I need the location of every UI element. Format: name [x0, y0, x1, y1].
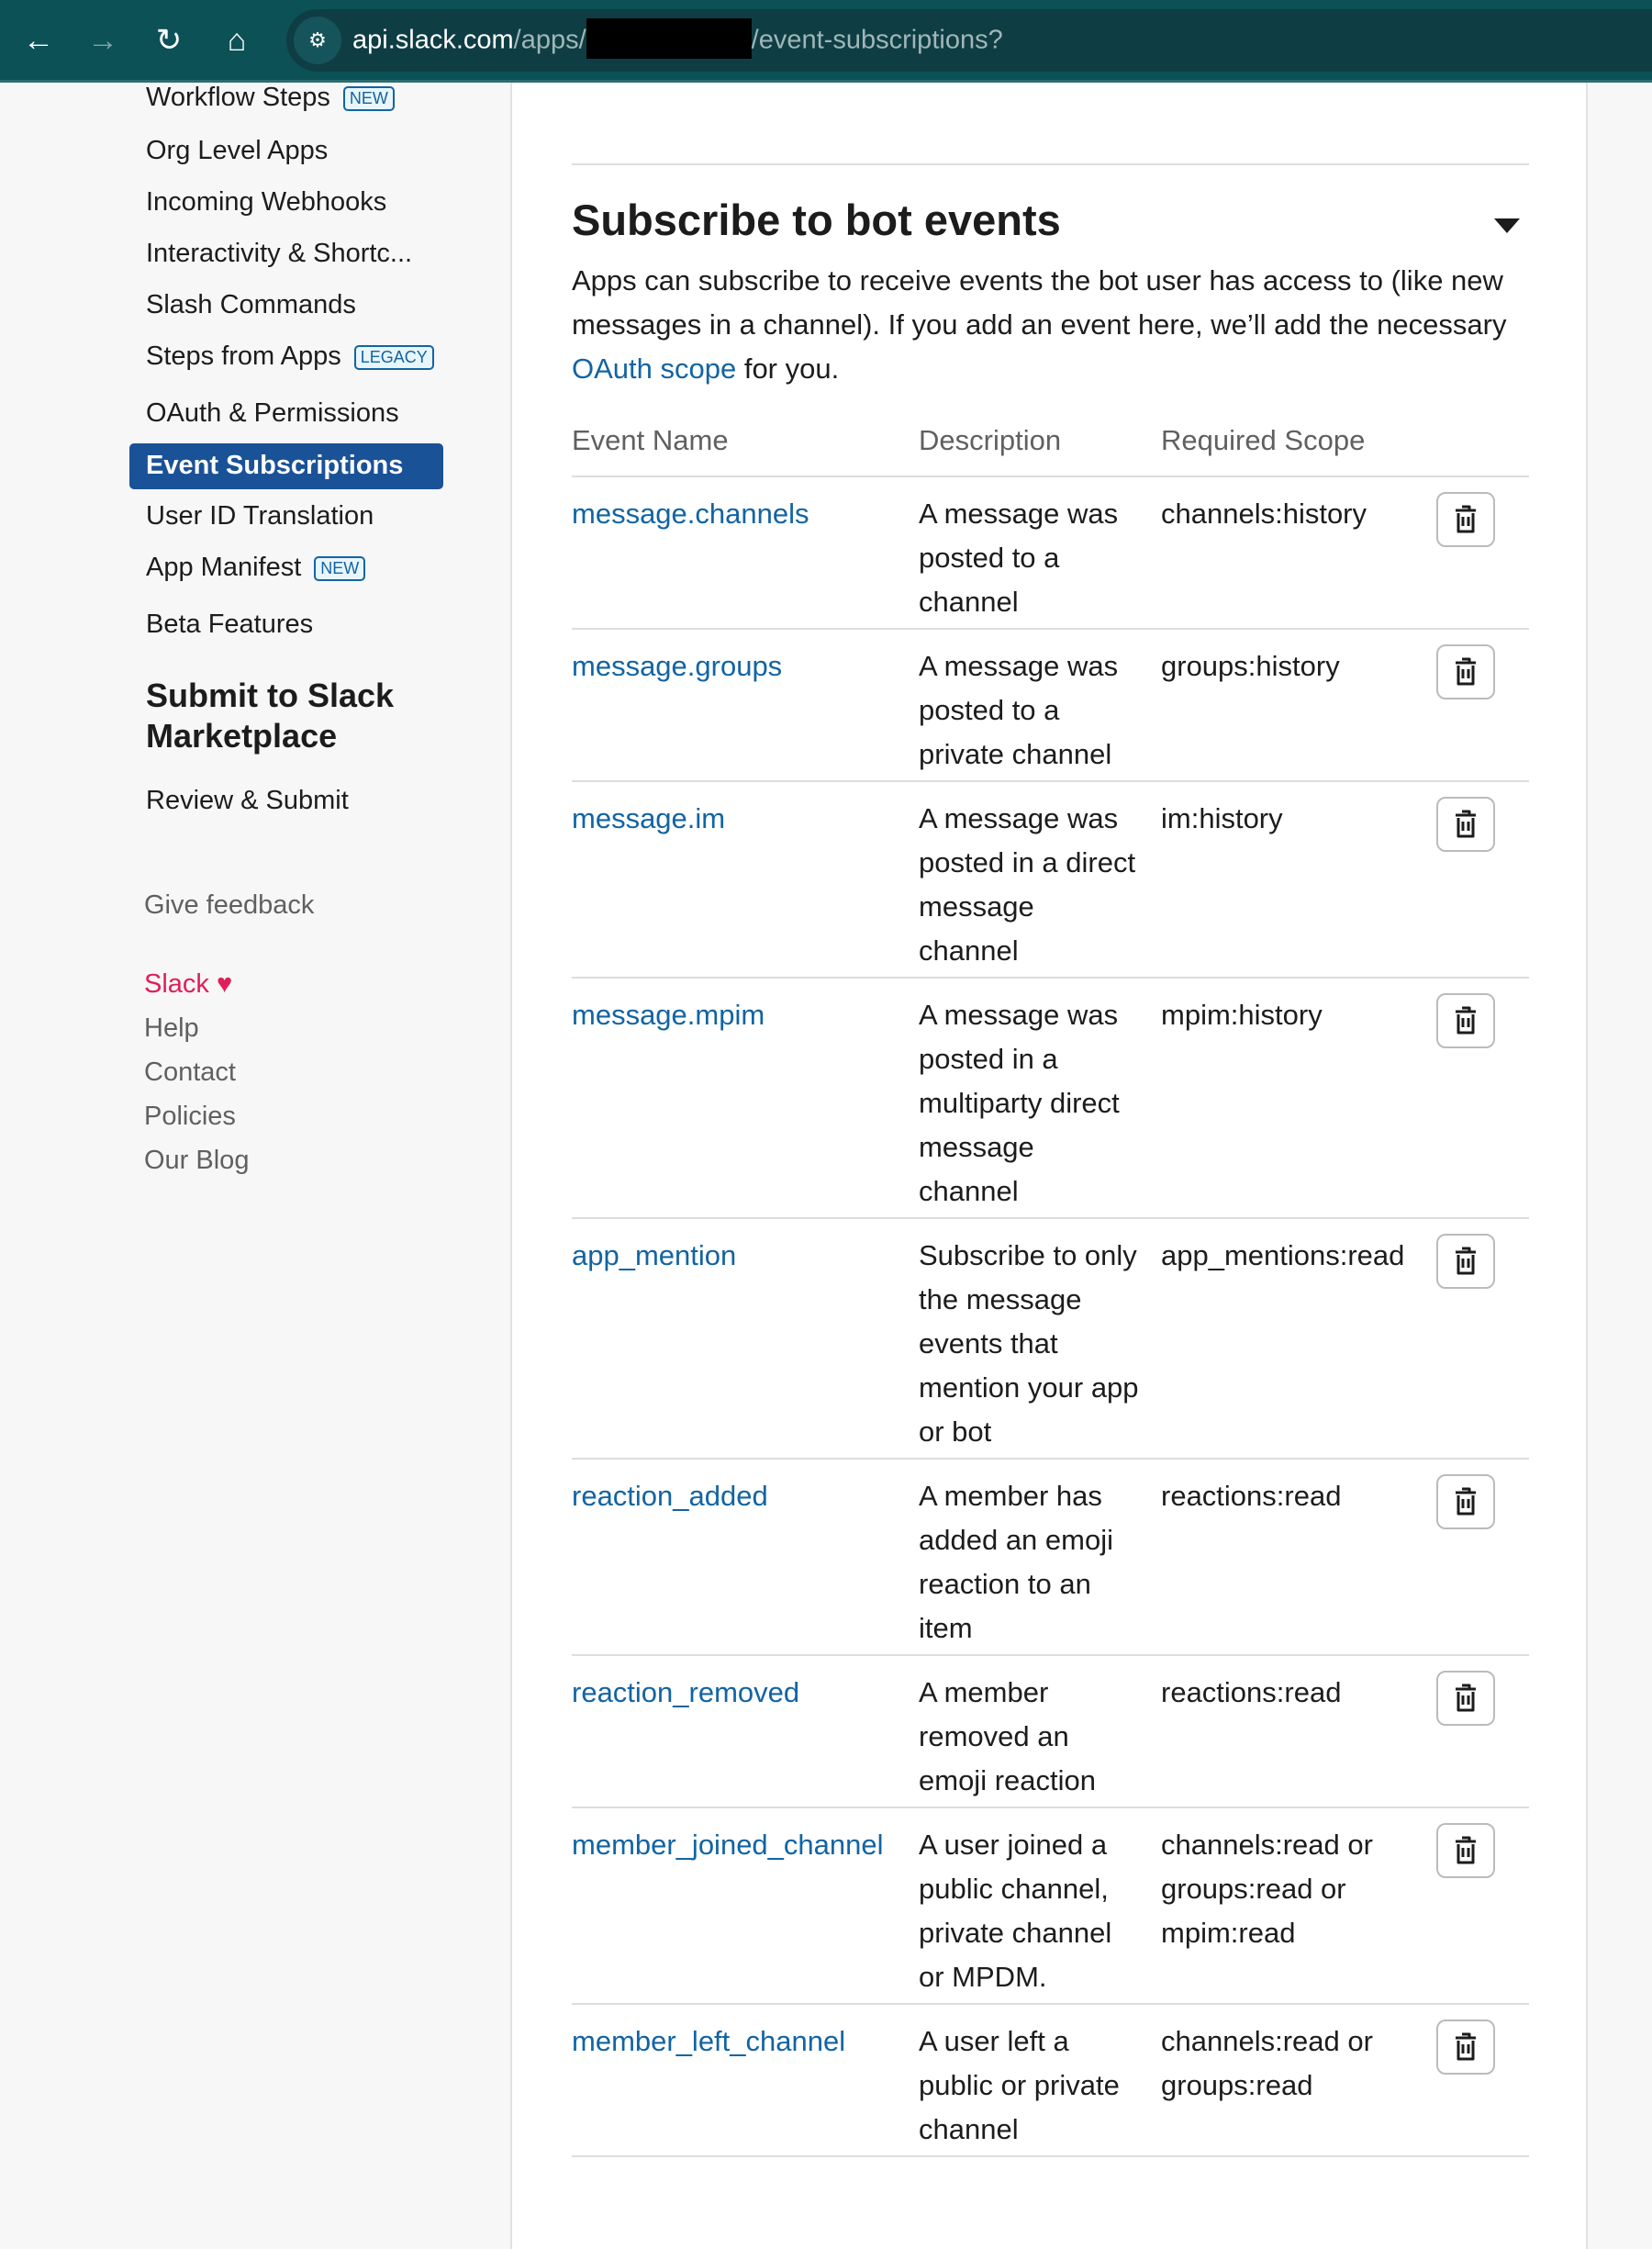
- forward-icon[interactable]: →: [87, 23, 118, 58]
- table-row: [572, 781, 1529, 978]
- required-scope: groups:history: [1161, 629, 1436, 781]
- column-header-scope: Required Scope: [1161, 409, 1436, 476]
- column-header-event: Event Name: [572, 409, 919, 476]
- sidebar-item-steps-from-apps[interactable]: Steps from Apps LEGACY: [146, 341, 434, 372]
- required-scope: channels:history: [1161, 476, 1436, 629]
- event-name-link[interactable]: reaction_removed: [572, 1676, 800, 1708]
- required-scope: im:history: [1161, 781, 1436, 978]
- new-badge: NEW: [314, 556, 365, 581]
- delete-event-button[interactable]: [1436, 492, 1495, 547]
- give-feedback-link[interactable]: Give feedback: [144, 890, 315, 920]
- required-scope: reactions:read: [1161, 1459, 1436, 1655]
- trash-icon: [1453, 1486, 1479, 1517]
- table-row: [572, 978, 1529, 1218]
- section-title: Subscribe to bot events: [572, 196, 1061, 244]
- collapse-caret-icon[interactable]: [1494, 218, 1520, 233]
- event-description: A message was posted in a direct message channel: [919, 781, 1161, 978]
- sidebar-item-interactivity[interactable]: Interactivity & Shortc...: [146, 239, 413, 268]
- sidebar-item-org-level-apps[interactable]: Org Level Apps: [146, 136, 329, 165]
- trash-icon: [1453, 656, 1479, 688]
- event-name-link[interactable]: member_joined_channel: [572, 1829, 884, 1861]
- event-description: A user joined a public channel, private channel or MPDM.: [919, 1807, 1161, 2004]
- sidebar: [0, 83, 512, 2249]
- required-scope: channels:read or groups:read: [1161, 2004, 1436, 2156]
- heart-icon: ♥: [216, 969, 233, 999]
- trash-icon: [1453, 1246, 1479, 1277]
- sidebar-item-workflow-steps[interactable]: Workflow Steps NEW: [146, 83, 395, 113]
- bot-events-section: [572, 163, 1529, 2157]
- required-scope: mpim:history: [1161, 978, 1436, 1218]
- slack-link[interactable]: Slack ♥: [144, 969, 233, 999]
- event-name-link[interactable]: app_mention: [572, 1239, 737, 1271]
- events-table: [572, 409, 1529, 2157]
- blog-link[interactable]: Our Blog: [144, 1146, 250, 1175]
- event-name-link[interactable]: reaction_added: [572, 1480, 768, 1512]
- back-icon[interactable]: ←: [23, 23, 54, 58]
- event-description: A message was posted to a private channel: [919, 629, 1161, 781]
- table-row: [572, 629, 1529, 781]
- new-badge: NEW: [343, 86, 395, 111]
- event-description: A member has added an emoji reaction to an item: [919, 1459, 1161, 1655]
- required-scope: app_mentions:read: [1161, 1218, 1436, 1459]
- legacy-badge: LEGACY: [354, 345, 434, 370]
- table-row: [572, 2004, 1529, 2156]
- event-name-link[interactable]: message.groups: [572, 650, 783, 682]
- trash-icon: [1453, 504, 1479, 535]
- sidebar-item-beta-features[interactable]: Beta Features: [146, 610, 314, 639]
- delete-event-button[interactable]: [1436, 1823, 1495, 1878]
- trash-icon: [1453, 2031, 1479, 2063]
- sidebar-item-slash-commands[interactable]: Slash Commands: [146, 290, 356, 319]
- sidebar-section-heading: Submit to Slack Marketplace: [146, 677, 395, 755]
- oauth-scope-link[interactable]: OAuth scope: [572, 352, 737, 385]
- trash-icon: [1453, 1683, 1479, 1714]
- table-row: [572, 1459, 1529, 1655]
- url-text[interactable]: api.slack.com/apps/ /event-subscriptions?: [352, 24, 1003, 59]
- site-settings-icon[interactable]: ⚙: [294, 17, 341, 64]
- delete-event-button[interactable]: [1436, 993, 1495, 1048]
- sidebar-item-incoming-webhooks[interactable]: Incoming Webhooks: [146, 187, 387, 217]
- main-content: [512, 83, 1588, 2249]
- event-description: A message was posted in a multiparty direct message channel: [919, 978, 1161, 1218]
- section-description: Apps can subscribe to receive events the bot user has access to (like new messages in a channel). If you add an event here, we’ll add the necessary OAuth scope for you.: [572, 264, 1507, 385]
- home-icon[interactable]: ⌂: [227, 23, 247, 58]
- redacted-block: [586, 18, 752, 59]
- sidebar-item-event-subscriptions[interactable]: Event Subscriptions: [129, 443, 443, 489]
- required-scope: channels:read or groups:read or mpim:read: [1161, 1807, 1436, 2004]
- delete-event-button[interactable]: [1436, 1474, 1495, 1529]
- delete-event-button[interactable]: [1436, 2020, 1495, 2075]
- policies-link[interactable]: Policies: [144, 1102, 236, 1131]
- event-name-link[interactable]: message.mpim: [572, 999, 765, 1031]
- help-link[interactable]: Help: [144, 1013, 199, 1043]
- sidebar-item-review-submit[interactable]: Review & Submit: [146, 786, 349, 815]
- browser-toolbar: [0, 0, 1652, 83]
- event-description: Subscribe to only the message events that mention your app or bot: [919, 1218, 1161, 1459]
- delete-event-button[interactable]: [1436, 1234, 1495, 1289]
- column-header-description: Description: [919, 409, 1161, 476]
- sidebar-item-oauth-permissions[interactable]: OAuth & Permissions: [146, 398, 399, 428]
- event-name-link[interactable]: message.channels: [572, 498, 809, 530]
- reload-icon[interactable]: ↻: [155, 23, 183, 58]
- required-scope: reactions:read: [1161, 1655, 1436, 1807]
- event-description: A member removed an emoji reaction: [919, 1655, 1161, 1807]
- event-description: A message was posted to a channel: [919, 476, 1161, 629]
- table-row: [572, 1655, 1529, 1807]
- event-description: A user left a public or private channel: [919, 2004, 1161, 2156]
- address-bar[interactable]: [286, 9, 1652, 72]
- trash-icon: [1453, 1005, 1479, 1036]
- table-row: [572, 476, 1529, 629]
- sidebar-item-user-id-translation[interactable]: User ID Translation: [146, 501, 374, 531]
- delete-event-button[interactable]: [1436, 1671, 1495, 1726]
- event-name-link[interactable]: member_left_channel: [572, 2025, 846, 2057]
- delete-event-button[interactable]: [1436, 797, 1495, 852]
- trash-icon: [1453, 1835, 1479, 1866]
- table-row: [572, 1218, 1529, 1459]
- contact-link[interactable]: Contact: [144, 1057, 236, 1087]
- sidebar-item-app-manifest[interactable]: App Manifest NEW: [146, 553, 365, 583]
- delete-event-button[interactable]: [1436, 644, 1495, 699]
- table-row: [572, 1807, 1529, 2004]
- event-name-link[interactable]: message.im: [572, 802, 726, 834]
- trash-icon: [1453, 809, 1479, 840]
